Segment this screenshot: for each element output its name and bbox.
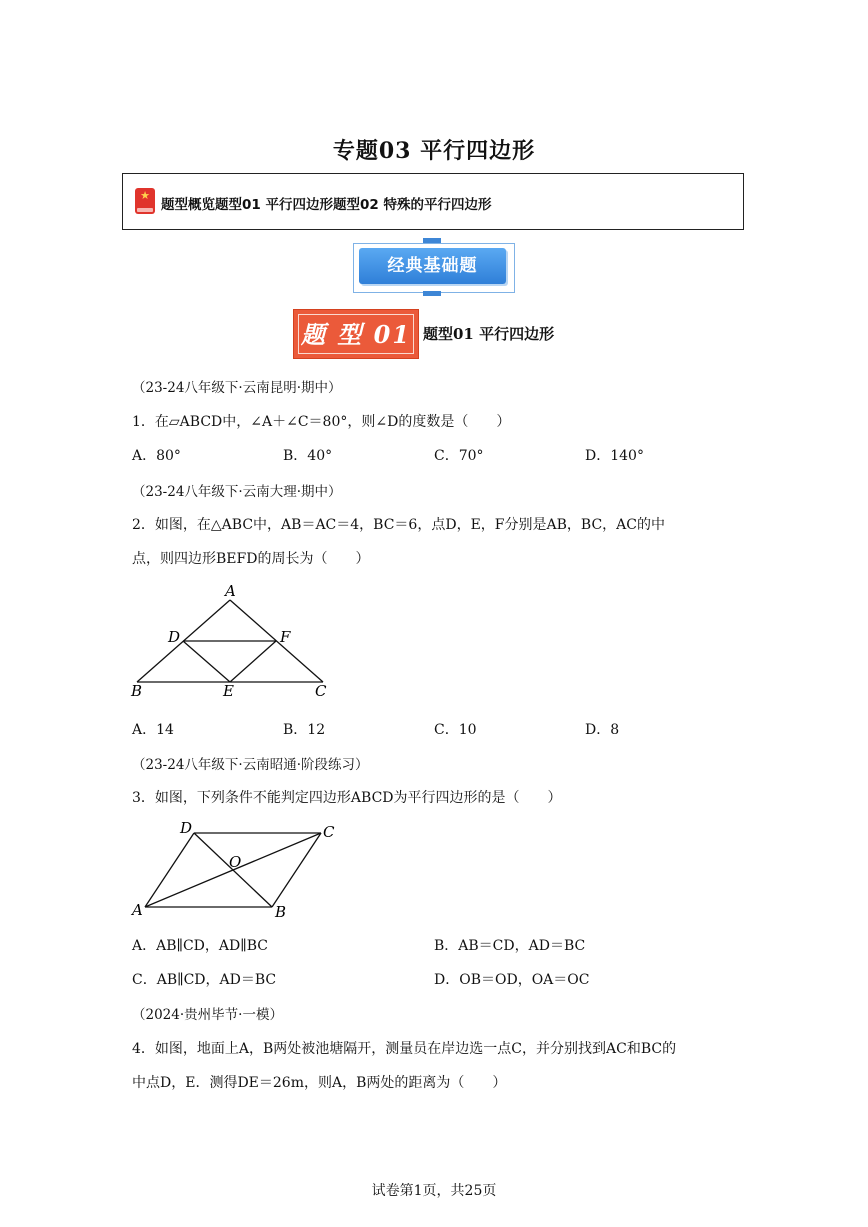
label-b: B [131, 682, 143, 700]
segment-fe [230, 641, 276, 682]
q3-option-c: C．AB∥CD，AD＝BC [132, 972, 277, 988]
q2-option-a: A．14 [132, 722, 174, 738]
q1-option-d: D．140° [585, 448, 644, 464]
q1-option-c: C．70° [434, 448, 484, 464]
q4-stem-line2: 中点D，E．测得DE＝26m，则A，B两处的距离为（ ） [132, 1075, 507, 1091]
q1-option-b: B．40° [283, 448, 333, 464]
q3-option-a: A．AB∥CD，AD∥BC [132, 938, 268, 954]
label-a: A [132, 901, 143, 919]
label-d: D [180, 819, 193, 837]
label-a: A [225, 582, 236, 600]
badge-label: 题 型 01 [298, 314, 414, 354]
q2-stem-line1: 2．如图，在△ABC中，AB＝AC＝4，BC＝6，点D，E，F分别是AB，BC，AC的中 [132, 517, 665, 533]
q4-source: （2024·贵州毕节·一模） [132, 1007, 283, 1023]
book-icon: ★ [135, 188, 155, 214]
overview-text: 题型概览题型01 平行四边形题型02 特殊的平行四边形 [161, 197, 492, 213]
overview-box [122, 173, 744, 230]
label-f: F [280, 628, 291, 646]
label-c: C [315, 682, 327, 700]
q2-triangle-figure [125, 580, 340, 700]
q2-stem-line2: 点，则四边形BEFD的周长为（ ） [132, 551, 370, 567]
label-c: C [323, 823, 335, 841]
q3-option-d: D．OB＝OD，OA＝OC [434, 972, 590, 988]
q2-source: （23-24八年级下·云南大理·期中） [132, 484, 342, 500]
question-type-badge [293, 309, 419, 359]
q1-option-a: A．80° [132, 448, 181, 464]
q3-stem: 3．如图，下列条件不能判定四边形ABCD为平行四边形的是（ ） [132, 790, 562, 806]
label-e: E [223, 682, 234, 700]
segment-de [183, 641, 230, 682]
label-d: D [168, 628, 181, 646]
side-cb [272, 833, 321, 907]
q4-stem-line1: 4．如图，地面上A，B两处被池塘隔开，测量员在岸边选一点C，并分别找到AC和BC的 [132, 1041, 677, 1057]
q3-source: （23-24八年级下·云南昭通·阶段练习） [132, 757, 369, 773]
label-o: O [229, 853, 242, 871]
q2-option-b: B．12 [283, 722, 326, 738]
page-title: 专题03 平行四边形 [332, 138, 536, 164]
q2-option-c: C．10 [434, 722, 477, 738]
q2-option-d: D．8 [585, 722, 620, 738]
q3-parallelogram-figure [125, 815, 350, 925]
q1-source: （23-24八年级下·云南昆明·期中） [132, 380, 342, 396]
q1-stem: 1．在▱ABCD中，∠A＋∠C＝80°，则∠D的度数是（ ） [132, 414, 511, 430]
banner-label: 经典基础题 [359, 248, 506, 284]
classic-basics-banner [353, 238, 515, 296]
side-ad [145, 833, 194, 907]
label-b: B [275, 903, 287, 921]
q3-option-b: B．AB＝CD，AD＝BC [434, 938, 586, 954]
section-heading: 题型01 平行四边形 [423, 325, 555, 343]
page-footer: 试卷第1页，共25页 [371, 1183, 497, 1199]
